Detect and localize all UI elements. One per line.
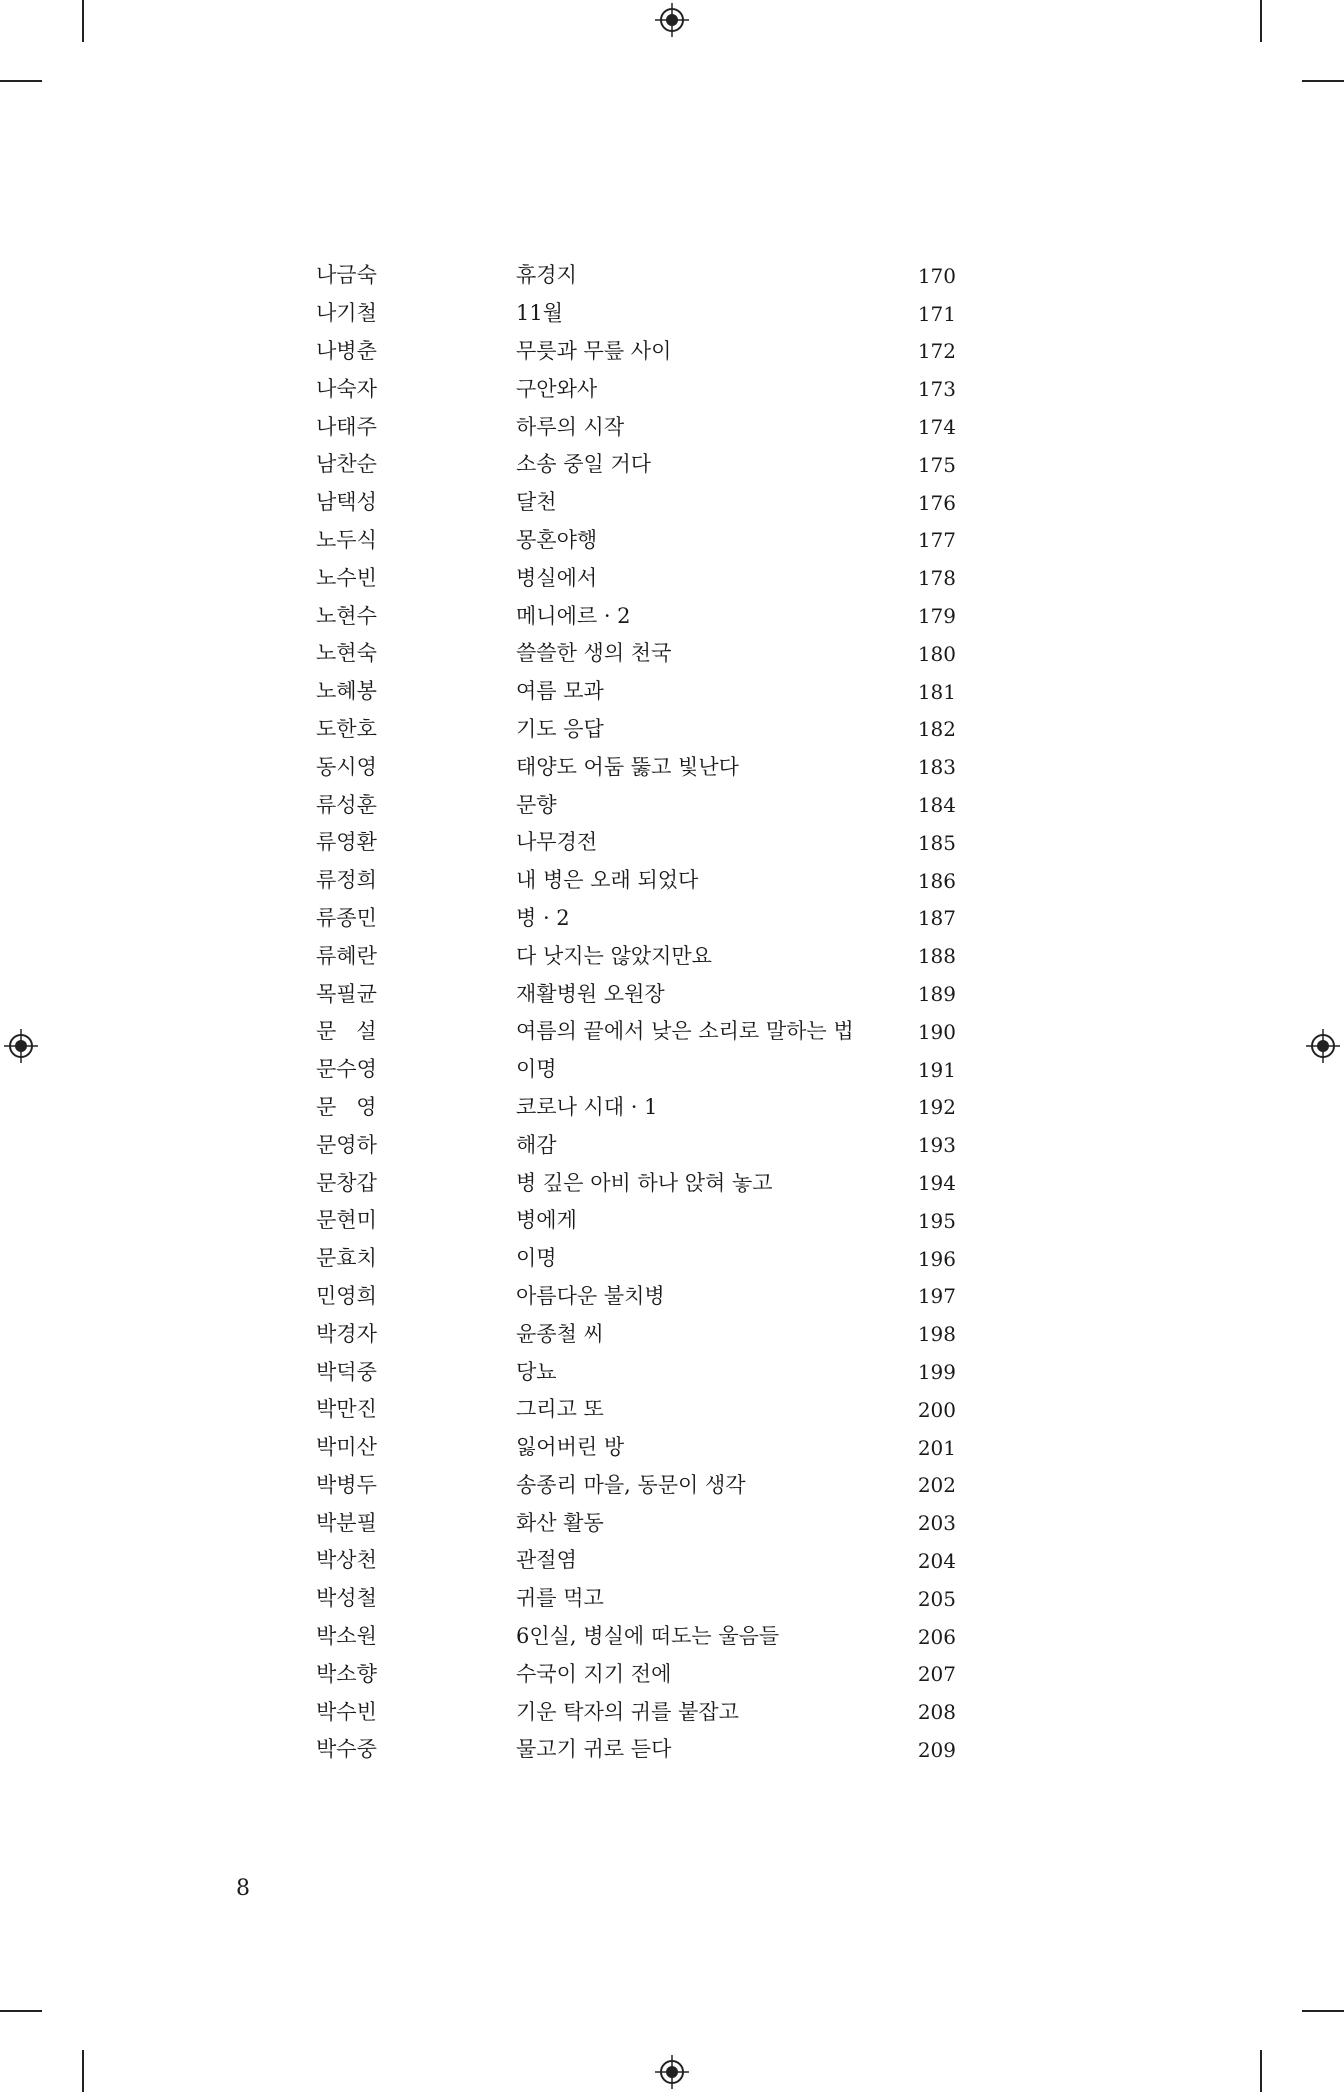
toc-entry: [316, 1051, 956, 1089]
toc-author: 민영희: [316, 1283, 377, 1308]
toc-title: 내 병은 오래 되었다: [516, 868, 699, 893]
toc-entry: [316, 1429, 956, 1467]
registration-mark-icon: [1306, 1029, 1340, 1063]
toc-page: 180: [917, 641, 956, 666]
toc-page: 179: [917, 604, 956, 629]
toc-title: 송종리 마을, 동문이 생각: [516, 1472, 746, 1497]
toc-author: 도한호: [316, 716, 377, 741]
toc-entry: [316, 1731, 956, 1769]
toc-title: 병 깊은 아비 하나 앉혀 놓고: [516, 1170, 773, 1195]
toc-entry: [316, 1164, 956, 1202]
toc-author: 류성훈: [316, 792, 377, 817]
toc-author: 류종민: [316, 905, 377, 930]
toc-page: 188: [917, 944, 956, 969]
toc-page: 184: [917, 793, 956, 818]
toc-entry: [316, 786, 956, 824]
toc-page: 200: [917, 1397, 956, 1422]
toc-author: 문창갑: [316, 1170, 377, 1195]
toc-entry: [316, 370, 956, 408]
toc-page: 201: [917, 1435, 956, 1460]
toc-entry: [316, 900, 956, 938]
toc-author: 류영환: [316, 830, 377, 855]
table-of-contents: [316, 257, 956, 1769]
toc-page: 197: [917, 1284, 956, 1309]
toc-page: 205: [917, 1586, 956, 1611]
toc-author: 류정희: [316, 868, 377, 893]
toc-entry: [316, 1504, 956, 1542]
crop-mark-icon: [82, 2050, 84, 2092]
toc-page: 186: [917, 868, 956, 893]
crop-mark-icon: [0, 2010, 42, 2012]
toc-entry: [316, 1202, 956, 1240]
toc-page: 181: [917, 679, 956, 704]
toc-page: 187: [917, 906, 956, 931]
toc-page: 208: [917, 1700, 956, 1725]
toc-author: 나기철: [316, 301, 377, 326]
toc-title: 하루의 시작: [516, 414, 625, 439]
toc-page: 198: [917, 1322, 956, 1347]
toc-page: 170: [917, 263, 956, 288]
toc-author: 박분필: [316, 1510, 377, 1535]
toc-title: 6인실, 병실에 떠도는 울음들: [516, 1624, 780, 1649]
toc-entry: [316, 1618, 956, 1656]
toc-author: 박병두: [316, 1472, 377, 1497]
toc-title: 휴경지: [516, 263, 577, 288]
toc-author: 문 영: [316, 1094, 377, 1119]
toc-entry: [316, 635, 956, 673]
toc-entry: [316, 1467, 956, 1505]
toc-entry: [316, 484, 956, 522]
toc-title: 11월: [516, 301, 564, 326]
toc-title: 여름의 끝에서 낮은 소리로 말하는 법: [516, 1019, 854, 1044]
toc-author: 동시영: [316, 754, 377, 779]
toc-entry: [316, 1693, 956, 1731]
toc-title: 기운 탁자의 귀를 붙잡고: [516, 1699, 739, 1724]
toc-page: 206: [917, 1624, 956, 1649]
toc-title: 몽혼야행: [516, 527, 598, 552]
toc-author: 박소원: [316, 1624, 377, 1649]
toc-author: 나금숙: [316, 263, 377, 288]
toc-page: 199: [917, 1360, 956, 1384]
toc-entry: [316, 1353, 956, 1391]
toc-page: 194: [917, 1171, 956, 1196]
toc-author: 문현미: [316, 1208, 377, 1233]
toc-title: 달천: [516, 490, 557, 515]
toc-page: 202: [917, 1473, 956, 1498]
registration-mark-icon: [655, 3, 689, 37]
toc-author: 박수중: [316, 1737, 377, 1762]
toc-title: 수국이 지기 전에: [516, 1661, 672, 1686]
registration-mark-icon: [655, 2055, 689, 2089]
toc-entry: [316, 711, 956, 749]
toc-page: 195: [917, 1208, 956, 1233]
toc-page: 204: [917, 1548, 956, 1573]
toc-entry: [316, 597, 956, 635]
toc-title: 병실에서: [516, 565, 598, 590]
toc-entry: [316, 408, 956, 446]
toc-entry: [316, 1240, 956, 1278]
toc-author: 남찬순: [316, 452, 377, 477]
toc-author: 노수빈: [316, 565, 377, 590]
toc-page: 190: [917, 1019, 956, 1044]
toc-entry: [316, 333, 956, 371]
toc-title: 구안와사: [516, 376, 598, 401]
page-number: 8: [236, 1876, 250, 1901]
toc-author: 문 설: [316, 1019, 377, 1044]
toc-title: 아름다운 불치병: [516, 1283, 665, 1308]
toc-title: 이명: [516, 1246, 557, 1271]
toc-author: 박덕중: [316, 1359, 377, 1384]
toc-author: 박성철: [316, 1586, 377, 1611]
toc-page: 176: [917, 490, 956, 515]
toc-title: 소송 중일 거다: [516, 452, 652, 477]
toc-entry: [316, 1089, 956, 1127]
toc-author: 박수빈: [316, 1699, 377, 1724]
toc-author: 박미산: [316, 1435, 377, 1460]
toc-author: 박상천: [316, 1548, 377, 1573]
toc-page: 182: [917, 717, 956, 742]
crop-mark-icon: [1302, 80, 1344, 82]
toc-entry: [316, 975, 956, 1013]
toc-entry: [316, 522, 956, 560]
toc-page: 174: [917, 415, 956, 440]
toc-page: 171: [917, 301, 956, 326]
registration-mark-icon: [4, 1029, 38, 1063]
toc-author: 노혜봉: [316, 679, 377, 704]
toc-title: 병에게: [516, 1208, 577, 1233]
toc-author: 박만진: [316, 1397, 377, 1422]
toc-entry: [316, 862, 956, 900]
toc-title: 그리고 또: [516, 1397, 604, 1422]
toc-entry: [316, 257, 956, 295]
toc-title: 병 · 2: [516, 905, 570, 930]
toc-entry: [316, 1542, 956, 1580]
toc-title: 이명: [516, 1057, 557, 1082]
toc-title: 나무경전: [516, 830, 598, 855]
toc-author: 박경자: [316, 1321, 377, 1346]
toc-entry: [316, 446, 956, 484]
toc-title: 다 낫지는 않았지만요: [516, 943, 712, 968]
toc-page: 183: [917, 755, 956, 780]
toc-author: 노두식: [316, 527, 377, 552]
toc-entry: [316, 748, 956, 786]
toc-entry: [316, 559, 956, 597]
toc-page: 191: [917, 1057, 956, 1082]
toc-title: 화산 활동: [516, 1510, 604, 1535]
toc-entry: [316, 1655, 956, 1693]
crop-mark-icon: [1260, 2050, 1262, 2092]
toc-page: 193: [917, 1133, 956, 1158]
toc-title: 잃어버린 방: [516, 1435, 625, 1460]
toc-title: 문향: [516, 792, 557, 817]
toc-entry: [316, 1013, 956, 1051]
toc-author: 목필균: [316, 981, 377, 1006]
toc-entry: [316, 1391, 956, 1429]
toc-title: 귀를 먹고: [516, 1586, 604, 1611]
toc-entry: [316, 1315, 956, 1353]
toc-page: 172: [917, 339, 956, 364]
toc-title: 물고기 귀로 듣다: [516, 1737, 672, 1762]
toc-title: 쓸쓸한 생의 천국: [516, 641, 672, 666]
toc-title: 코로나 시대 · 1: [516, 1094, 658, 1119]
toc-author: 나숙자: [316, 376, 377, 401]
toc-entry: [316, 1278, 956, 1316]
toc-author: 노현수: [316, 603, 377, 628]
toc-author: 남택성: [316, 490, 377, 515]
toc-page: 178: [917, 566, 956, 591]
toc-title: 당뇨: [516, 1359, 557, 1384]
crop-mark-icon: [1302, 2010, 1344, 2012]
toc-page: 175: [917, 452, 956, 477]
toc-author: 노현숙: [316, 641, 377, 666]
toc-entry: [316, 824, 956, 862]
crop-mark-icon: [0, 80, 42, 82]
toc-title: 해감: [516, 1132, 557, 1157]
toc-page: 196: [917, 1246, 956, 1271]
toc-title: 여름 모과: [516, 679, 604, 704]
toc-page: 189: [917, 982, 956, 1007]
toc-author: 나태주: [316, 414, 377, 439]
toc-page: 173: [917, 377, 956, 402]
toc-entry: [316, 937, 956, 975]
toc-entry: [316, 673, 956, 711]
toc-page: 207: [917, 1662, 956, 1687]
toc-author: 문수영: [316, 1057, 377, 1082]
toc-title: 기도 응답: [516, 716, 604, 741]
toc-title: 메니에르 · 2: [516, 603, 631, 628]
toc-page: 185: [917, 830, 956, 855]
toc-entry: [316, 1580, 956, 1618]
toc-page: 209: [917, 1737, 956, 1762]
toc-author: 문영하: [316, 1132, 377, 1157]
toc-author: 나병춘: [316, 338, 377, 363]
toc-title: 무릇과 무릎 사이: [516, 338, 672, 363]
toc-page: 177: [917, 528, 956, 553]
toc-title: 재활병원 오원장: [516, 981, 665, 1006]
crop-mark-icon: [1260, 0, 1262, 42]
crop-mark-icon: [82, 0, 84, 42]
toc-title: 관절염: [516, 1548, 577, 1573]
toc-title: 윤종철 씨: [516, 1321, 604, 1346]
toc-page: 192: [917, 1095, 956, 1120]
toc-author: 박소향: [316, 1661, 377, 1686]
toc-page: 203: [917, 1511, 956, 1536]
toc-author: 문효치: [316, 1246, 377, 1271]
toc-author: 류혜란: [316, 943, 377, 968]
toc-title: 태양도 어둠 뚫고 빛난다: [516, 754, 739, 779]
toc-entry: [316, 1126, 956, 1164]
toc-entry: [316, 295, 956, 333]
